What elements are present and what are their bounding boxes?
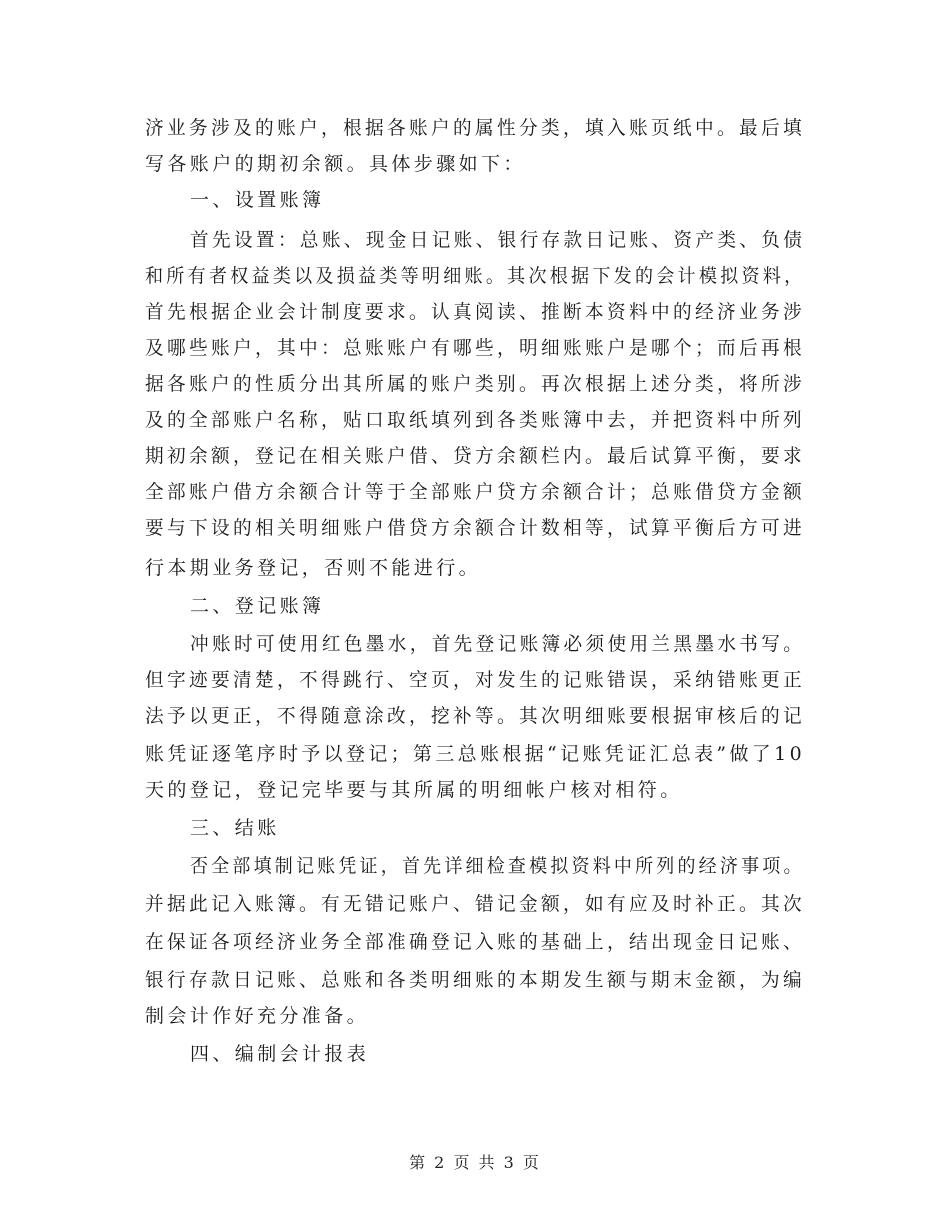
text-line: 要与下设的相关明细账户借贷方余额合计数相等，试算平衡后方可进 (145, 517, 805, 539)
text-line: 但字迹要清楚，不得跳行、空页，对发生的记账错误，采纳错账更正 (145, 669, 805, 691)
text-line: 及哪些账户，其中：总账账户有哪些，明细账账户是哪个；而后再根 (145, 337, 805, 359)
page-number-footer: 第 2 页 共 3 页 (409, 1153, 541, 1172)
section-heading: 二、登记账簿 (190, 595, 325, 617)
section-heading: 四、编制会计报表 (190, 1043, 370, 1065)
text-line: 账凭证逐笔序时予以登记；第三总账根据“记账凭证汇总表”做了10 (145, 743, 806, 765)
text-line: 制会计作好充分准备。 (145, 1005, 370, 1027)
text-line: 并据此记入账簿。有无错记账户、错记金额，如有应及时补正。其次 (145, 893, 805, 915)
text-line: 全部账户借方余额合计等于全部账户贷方余额合计；总账借贷方金额 (145, 481, 805, 503)
text-line: 银行存款日记账、总账和各类明细账的本期发生额与期末金额，为编 (145, 969, 805, 991)
section-heading: 一、设置账簿 (190, 189, 325, 211)
text-line: 天的登记，登记完毕要与其所属的明细帐户核对相符。 (145, 779, 683, 801)
text-line: 在保证各项经济业务全部准确登记入账的基础上，结出现金日记账、 (145, 931, 805, 953)
text-line: 法予以更正，不得随意涂改，挖补等。其次明细账要根据审核后的记 (145, 705, 805, 727)
text-line: 期初余额，登记在相关账户借、贷方余额栏内。最后试算平衡，要求 (145, 445, 805, 467)
text-line: 冲账时可使用红色墨水，首先登记账簿必须使用兰黑墨水书写。 (190, 633, 806, 655)
text-line: 否全部填制记账凭证，首先详细检查模拟资料中所列的经济事项。 (190, 855, 805, 877)
text-line: 及的全部账户名称，贴口取纸填列到各类账簿中去，并把资料中所列 (145, 409, 805, 431)
text-line: 和所有者权益类以及损益类等明细账。其次根据下发的会计模拟资料， (145, 265, 806, 287)
text-line: 首先根据企业会计制度要求。认真阅读、推断本资料中的经济业务涉 (145, 301, 805, 323)
text-line: 首先设置：总账、现金日记账、银行存款日记账、资产类、负债 (190, 229, 806, 251)
section-heading: 三、结账 (190, 817, 280, 839)
text-line: 写各账户的期初余额。具体步骤如下： (145, 153, 526, 175)
text-line: 济业务涉及的账户，根据各账户的属性分类，填入账页纸中。最后填 (145, 117, 805, 139)
text-line: 行本期业务登记，否则不能进行。 (145, 557, 482, 579)
text-line: 据各账户的性质分出其所属的账户类别。再次根据上述分类，将所涉 (145, 373, 805, 395)
